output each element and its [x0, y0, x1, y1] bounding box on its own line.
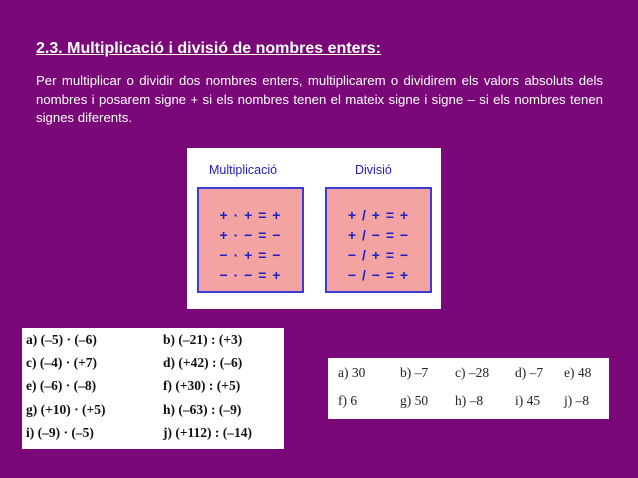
answer-item: i) 45: [515, 393, 541, 408]
answer-item: d) –7: [515, 365, 544, 380]
exercise-item: i) (–9) · (–5): [26, 425, 94, 440]
answer-item: g) 50: [400, 393, 429, 408]
multiplication-rule: + · + = +: [219, 207, 282, 223]
exercise-item: d) (+42) : (–6): [163, 355, 243, 370]
answers-panel: [328, 358, 609, 419]
exercise-item: b) (–21) : (+3): [163, 332, 243, 347]
exercise-item: f) (+30) : (+5): [163, 378, 241, 393]
division-rule: + / − = −: [347, 227, 410, 243]
division-rule: + / + = +: [347, 207, 410, 223]
multiplication-rule: − · − = +: [219, 267, 282, 283]
multiplication-rule: + · − = −: [219, 227, 282, 243]
division-rule: − / + = −: [347, 247, 410, 263]
division-rule: − / − = +: [347, 267, 410, 283]
answer-item: a) 30: [338, 365, 366, 380]
multiplication-rule: − · + = −: [219, 247, 282, 263]
answer-item: c) –28: [455, 365, 490, 380]
division-heading: Divisió: [355, 163, 392, 177]
exercise-item: e) (–6) · (–8): [26, 378, 97, 393]
division-rules-box: [325, 187, 432, 293]
intro-paragraph: Per multiplicar o dividir dos nombres enters, multiplicarem o dividirem els valors absoluts dels nombres i posarem signe + si els nombres tenen el mateix signe i signe – si els nombres tenen signes diferents.: [36, 73, 603, 125]
answer-item: f) 6: [338, 393, 358, 408]
exercise-item: g) (+10) · (+5): [26, 402, 106, 417]
section-title: 2.3. Multiplicació i divisió de nombres enters:: [36, 40, 381, 57]
answer-item: h) –8: [455, 393, 484, 408]
exercise-item: h) (–63) : (–9): [163, 402, 242, 417]
exercise-item: c) (–4) · (+7): [26, 355, 98, 370]
answer-item: e) 48: [564, 365, 592, 380]
multiplication-heading: Multiplicació: [209, 163, 278, 177]
exercise-item: j) (+112) : (–14): [163, 425, 253, 440]
multiplication-rules-box: [197, 187, 304, 293]
exercise-item: a) (–5) · (–6): [26, 332, 97, 347]
answer-item: b) –7: [400, 365, 429, 380]
sign-rules-panel: [187, 148, 441, 309]
answer-item: j) –8: [564, 393, 590, 408]
exercises-panel: [22, 328, 284, 449]
